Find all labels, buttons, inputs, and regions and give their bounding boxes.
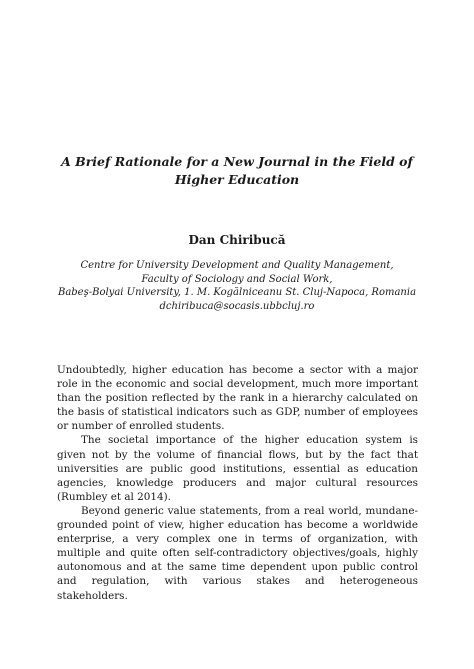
article-title: A Brief Rationale for a New Journal in the Field of Higher Education xyxy=(61,154,413,187)
paragraph: Beyond generic value statements, from a real world, mundane-grounded point of view, higher education has become a worldwide enterprise, a very complex one in terms of organization, with multiple and quite often self-contradictory objectives/goals, highly autonomous and at the same time dependent upon public control and regulation, with various stakes and heterogeneous stakeholders. xyxy=(57,504,418,602)
affiliation-university: Babeş-Bolyai University, 1. M. Kogălniceanu St. Cluj-Napoca, Romania xyxy=(57,287,417,298)
body-text xyxy=(57,363,418,603)
affiliation-centre: Centre for University Development and Quality Management, xyxy=(80,260,394,271)
author-name: Dan Chiribucă xyxy=(188,233,286,247)
paragraph: Undoubtedly, higher education has become a sector with a major role in the economic and social development, much more important than the position reflected by the rank in a hierarchy calculated on the basis of statistical indicators such as GDP, number of employees or number of enrolled students. xyxy=(57,364,418,433)
author-affiliation xyxy=(40,259,434,313)
paragraph: The societal importance of the higher education system is given not by the volume of financial flows, but by the fact that universities are public good institutions, essential as education agencies, knowledge producers and major cultural resources (Rumbley et al 2014). xyxy=(57,434,418,503)
affiliation-faculty: Faculty of Sociology and Social Work, xyxy=(141,273,333,285)
author-email: dchiribuca@socasis.ubbcluj.ro xyxy=(159,300,315,312)
